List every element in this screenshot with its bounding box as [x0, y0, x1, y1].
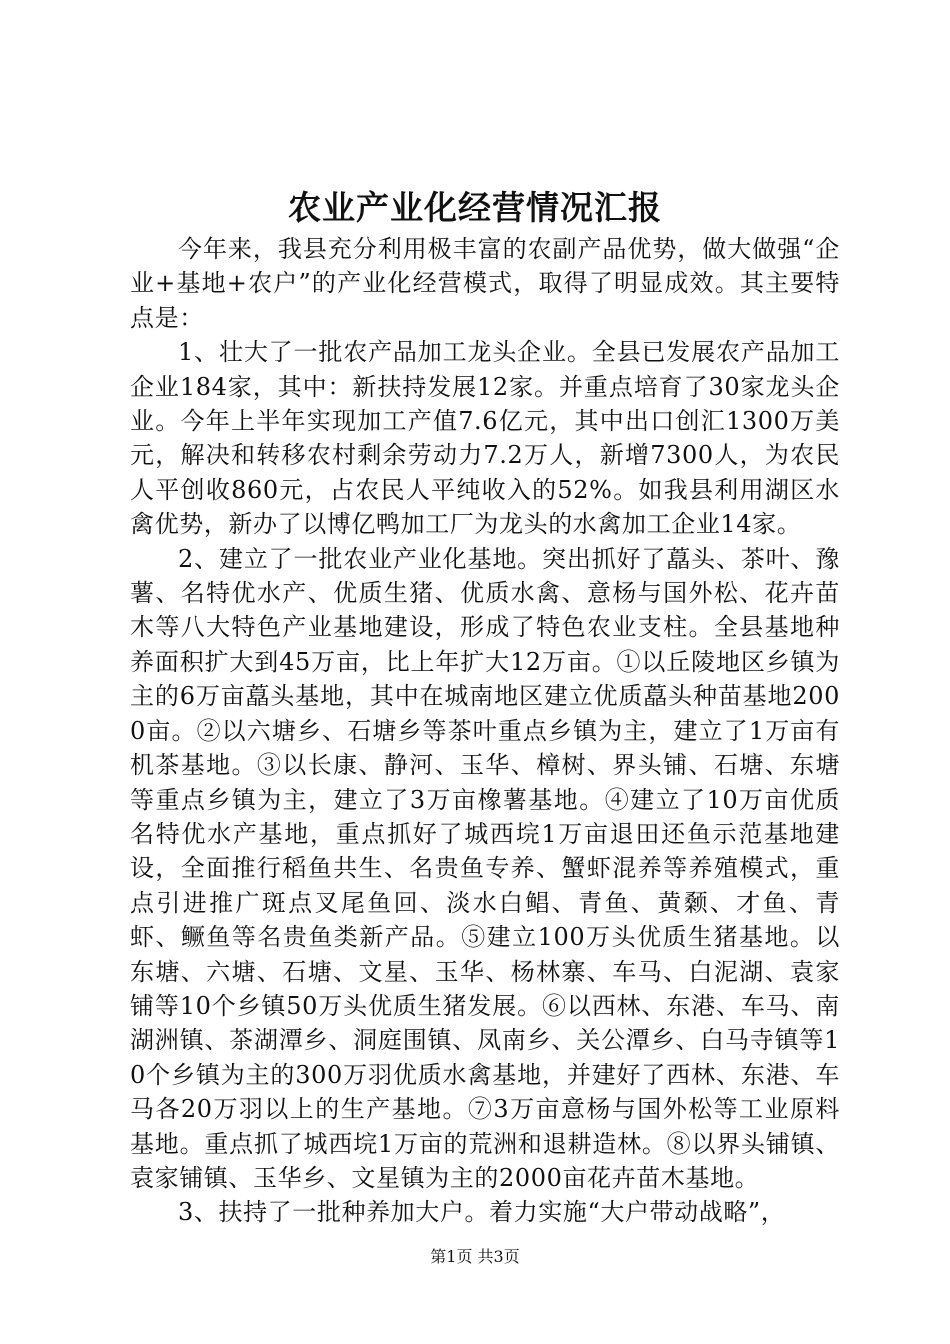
- document-title: 农业产业化经营情况汇报: [288, 188, 662, 227]
- paragraph-item-1: 1、壮大了一批农产品加工龙头企业。全县已发展农产品加工企业184家，其中：新扶持发展12家。并重点培育了30家龙头企业。今年上半年实现加工产值7.6亿元，其中出口创汇1300万美元，解决和转移农村剩余劳动力7.2万人，新增7300人，为农民人平创收860元，占农民人平纯收入的52%。如我县利用湖区水禽优势，新办了以博亿鸭加工厂为龙头的水禽加工企业14家。: [130, 338, 840, 539]
- page-number-footer: 第1页 共3页: [430, 1247, 520, 1266]
- paragraph-item-2: 2、建立了一批农业产业化基地。突出抓好了藠头、茶叶、豫薯、名特优水产、优质生猪、优质水禽、意杨与国外松、花卉苗木等八大特色产业基地建设，形成了特色农业支柱。全县基地种养面积扩大到45万亩，比上年扩大12万亩。①以丘陵地区乡镇为主的6万亩藠头基地，其中在城南地区建立优质藠头种苗基地2000亩。②以六塘乡、石塘乡等茶叶重点乡镇为主，建立了1万亩有机茶基地。③以长康、静河、玉华、樟树、界头铺、石塘、东塘等重点乡镇为主，建立了3万亩橡薯基地。④建立了10万亩优质名特优水产基地，重点抓好了城西垸1万亩退田还鱼示范基地建设，全面推行稻鱼共生、名贵鱼专养、蟹虾混养等养殖模式，重点引进推广斑点叉尾鱼回、淡水白鲳、青鱼、黄颡、才鱼、青虾、鳜鱼等名贵鱼类新产品。⑤建立100万头优质生猪基地。以东塘、六塘、石塘、文星、玉华、杨林寨、车马、白泥湖、袁家铺等10个乡镇50万头优质生猪发展。⑥以西林、东港、车马、南湖洲镇、茶湖潭乡、洞庭围镇、凤南乡、关公潭乡、白马寺镇等10个乡镇为主的300万羽优质水禽基地，并建好了西林、东港、车马各20万羽以上的生产基地。⑦3万亩意杨与国外松等工业原料基地。重点抓了城西垸1万亩的荒洲和退耕造林。⑧以界头铺镇、袁家铺镇、玉华乡、文星镇为主的2000亩花卉苗木基地。: [130, 544, 840, 1192]
- paragraph-intro: 今年来，我县充分利用极丰富的农副产品优势，做大做强“企业+基地+农户”的产业化经营模式，取得了明显成效。其主要特点是：: [130, 235, 840, 332]
- document-body: [130, 232, 840, 1230]
- paragraph-item-3: 3、扶持了一批种养加大户。着力实施“大户带动战略”，: [178, 1198, 786, 1227]
